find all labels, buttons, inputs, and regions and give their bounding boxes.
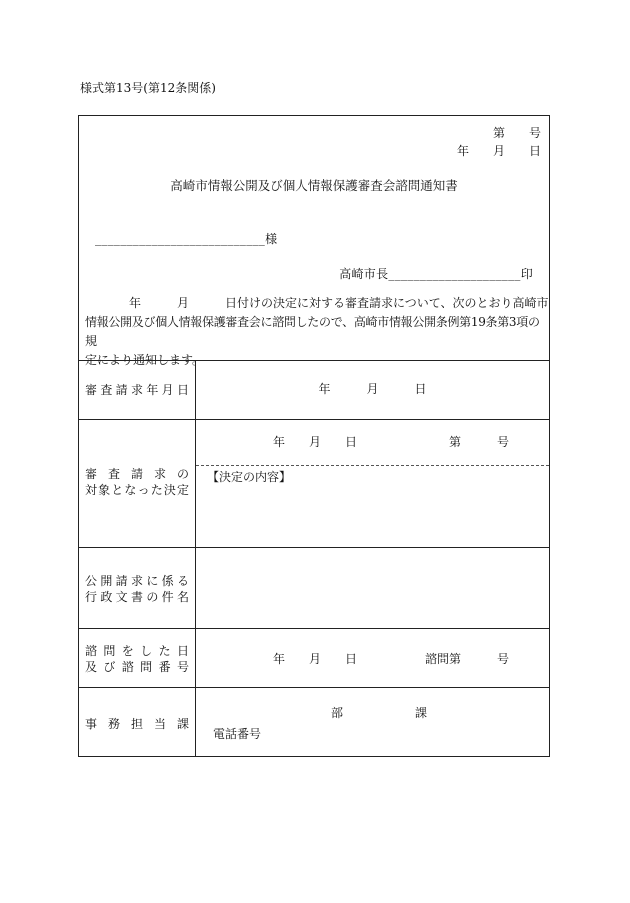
label-text: 及 び 諮 問 番 号 <box>85 660 189 674</box>
consultation-number: 諮問第 号 <box>425 652 510 666</box>
row-divider <box>79 419 549 420</box>
dashed-divider <box>196 465 549 466</box>
consultation-date: 年 月 日 <box>273 652 358 666</box>
row-divider <box>79 628 549 629</box>
label-text: 事 務 担 当 課 <box>85 717 189 731</box>
label-text: 審 査 請 求 の <box>85 467 189 481</box>
body-line-1: 年 月 日付けの決定に対する審査請求について、次のとおり高崎市 <box>129 296 549 310</box>
label-text: 諮 問 を し た 日 <box>85 644 189 658</box>
decision-number: 第 号 <box>449 435 510 449</box>
label-text: 審 査 請 求 年 月 日 <box>85 383 189 397</box>
notice-date: 年 月 日 <box>456 144 541 158</box>
label-text: 公 開 請 求 に 係 る <box>85 574 189 588</box>
office-label <box>85 716 189 732</box>
notice-number: 第 号 <box>492 126 541 140</box>
document-title: 高崎市情報公開及び個人情報保護審査会諮問通知書 <box>170 178 458 193</box>
label-text: 行 政 文 書 の 件 名 <box>85 590 189 604</box>
sender-line: 高崎市長_____________________印 <box>339 267 533 281</box>
row-divider <box>79 547 549 548</box>
label-text: 対 象 と な っ た 決 定 <box>85 483 189 497</box>
decision-content-label: 【決定の内容】 <box>207 470 292 484</box>
form-number-label: 様式第13号(第12条関係) <box>80 81 216 95</box>
addressee-line: ___________________________様 <box>95 232 278 246</box>
office-department: 部 課 <box>331 706 428 720</box>
notice-form-frame <box>78 115 550 757</box>
notice-body-text <box>85 294 549 370</box>
document-label <box>85 573 189 605</box>
request-date-label <box>85 382 189 398</box>
decision-date: 年 月 日 <box>273 435 358 449</box>
body-line-2: 情報公開及び個人情報保護審査会に諮問したので、高崎市情報公開条例第19条第3項の規 <box>85 315 540 348</box>
consultation-label <box>85 643 189 675</box>
column-divider <box>195 360 196 756</box>
table-top-border <box>79 360 549 361</box>
request-date-value: 年 月 日 <box>318 382 427 396</box>
office-phone-label: 電話番号 <box>213 727 262 741</box>
decision-label <box>85 466 189 498</box>
row-divider <box>79 687 549 688</box>
body-line-3: 定により通知します。 <box>85 353 205 367</box>
